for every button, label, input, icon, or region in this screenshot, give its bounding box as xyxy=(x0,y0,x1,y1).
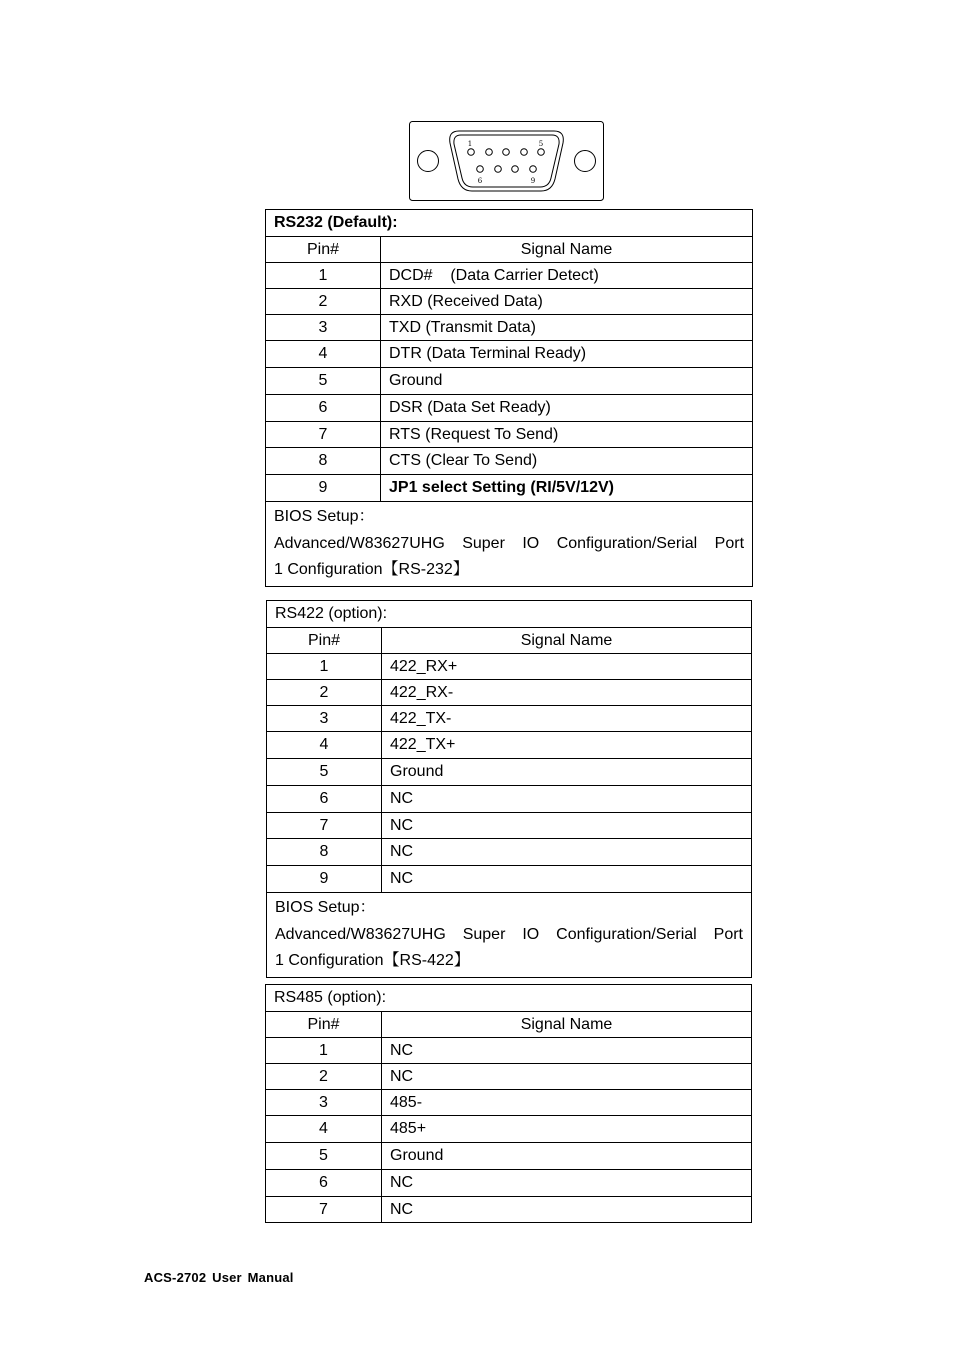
bios-setup-path: Advanced/W83627UHG Super IO Configuration/Serial Port xyxy=(275,925,743,943)
pin-row-top xyxy=(468,149,545,156)
pin-number: 1 xyxy=(266,263,381,289)
signal-name: 485- xyxy=(382,1090,752,1116)
table-row xyxy=(267,680,752,706)
pin-number: 9 xyxy=(267,866,382,893)
pin-number: 3 xyxy=(266,1090,382,1116)
bios-setup-path-end: 1 Configuration【RS-422】 xyxy=(275,952,470,969)
table-row xyxy=(266,1090,752,1116)
pin-number: 5 xyxy=(266,1143,382,1170)
right-mounting-hole xyxy=(575,151,596,172)
table-row xyxy=(266,1170,752,1197)
table-title: RS422 (option): xyxy=(267,601,752,628)
signal-name: NC xyxy=(382,813,752,839)
signal-name: DTR (Data Terminal Ready) xyxy=(381,341,753,368)
table-title: RS485 (option): xyxy=(266,985,752,1012)
table-row xyxy=(266,289,753,315)
pin-hole-8 xyxy=(512,166,519,173)
signal-name: NC xyxy=(382,1170,752,1197)
table-row xyxy=(266,395,753,422)
pin-number: 2 xyxy=(266,289,381,315)
pin-row-bottom xyxy=(477,166,537,173)
signal-name: Ground xyxy=(382,1143,752,1170)
signal-name: NC xyxy=(382,1038,752,1064)
pin-number: 7 xyxy=(267,813,382,839)
left-mounting-hole xyxy=(418,151,439,172)
bios-setup-label: BIOS Setup： xyxy=(274,508,375,525)
pin-number: 5 xyxy=(266,368,381,395)
pin-number: 6 xyxy=(266,395,381,422)
table-row xyxy=(266,1064,752,1090)
signal-name: 485+ xyxy=(382,1116,752,1143)
signal-header: Signal Name xyxy=(382,628,752,654)
pin-header: Pin# xyxy=(267,628,382,654)
pin-header: Pin# xyxy=(266,237,381,263)
table-row xyxy=(266,1038,752,1064)
pin-label-9: 9 xyxy=(530,177,536,185)
signal-name: CTS (Clear To Send) xyxy=(381,448,753,475)
table-row xyxy=(267,786,752,813)
pin-hole-2 xyxy=(486,149,493,156)
signal-name: TXD (Transmit Data) xyxy=(381,315,753,341)
table-row xyxy=(267,839,752,866)
signal-name: 422_RX+ xyxy=(382,654,752,680)
pin-label-1: 1 xyxy=(467,140,473,148)
table-row xyxy=(267,866,752,893)
pin-number: 9 xyxy=(266,475,381,502)
pin-label-5: 5 xyxy=(538,140,544,148)
pin-number: 4 xyxy=(266,1116,382,1143)
table-row xyxy=(267,732,752,759)
pin-number: 2 xyxy=(267,680,382,706)
signal-name: 422_RX- xyxy=(382,680,752,706)
pin-number: 3 xyxy=(267,706,382,732)
table-row xyxy=(267,706,752,732)
table-row xyxy=(266,1116,752,1143)
bios-setup-path: Advanced/W83627UHG Super IO Configuration/Serial Port xyxy=(274,534,745,552)
table-row xyxy=(266,341,753,368)
signal-name: JP1 select Setting (RI/5V/12V) xyxy=(381,475,753,502)
bios-setup-note xyxy=(266,502,753,587)
table-row xyxy=(266,422,753,448)
pin-hole-7 xyxy=(495,166,502,173)
pin-header: Pin# xyxy=(266,1012,382,1038)
pin-number: 3 xyxy=(266,315,381,341)
pin-number: 7 xyxy=(266,422,381,448)
pin-hole-4 xyxy=(521,149,528,156)
rs422-pin-table xyxy=(266,600,752,978)
d-sub-outer-outline xyxy=(450,131,564,191)
pin-number: 1 xyxy=(267,654,382,680)
table-row xyxy=(266,1143,752,1170)
pin-number: 8 xyxy=(267,839,382,866)
pin-hole-1 xyxy=(468,149,475,156)
pin-hole-9 xyxy=(530,166,537,173)
signal-name: NC xyxy=(382,1197,752,1223)
rs485-pin-table xyxy=(265,984,752,1223)
signal-name: NC xyxy=(382,839,752,866)
signal-name: Ground xyxy=(382,759,752,786)
pin-hole-5 xyxy=(538,149,545,156)
pin-number: 6 xyxy=(266,1170,382,1197)
table-row xyxy=(266,368,753,395)
pin-number: 1 xyxy=(266,1038,382,1064)
signal-name: DSR (Data Set Ready) xyxy=(381,395,753,422)
signal-name: NC xyxy=(382,1064,752,1090)
page-footer: ACS-2702 User Manual xyxy=(144,1270,294,1285)
db9-connector-diagram xyxy=(409,121,604,201)
pin-number: 8 xyxy=(266,448,381,475)
table-row xyxy=(267,654,752,680)
signal-name: DCD# (Data Carrier Detect) xyxy=(381,263,753,289)
pin-number: 4 xyxy=(267,732,382,759)
signal-name: NC xyxy=(382,866,752,893)
bios-setup-label: BIOS Setup： xyxy=(275,899,376,916)
pin-label-6: 6 xyxy=(477,177,483,185)
bios-setup-path-end: 1 Configuration【RS-232】 xyxy=(274,561,469,578)
signal-header: Signal Name xyxy=(381,237,753,263)
signal-header: Signal Name xyxy=(382,1012,752,1038)
pin-number: 2 xyxy=(266,1064,382,1090)
table-row xyxy=(266,448,753,475)
pin-number: 6 xyxy=(267,786,382,813)
table-row xyxy=(266,475,753,502)
table-row xyxy=(266,1197,752,1223)
table-title: RS232 (Default): xyxy=(266,210,753,237)
pin-number: 7 xyxy=(266,1197,382,1223)
table-row xyxy=(267,759,752,786)
pin-hole-3 xyxy=(503,149,510,156)
pin-number: 4 xyxy=(266,341,381,368)
signal-name: 422_TX- xyxy=(382,706,752,732)
signal-name: 422_TX+ xyxy=(382,732,752,759)
signal-name: Ground xyxy=(381,368,753,395)
signal-name: RXD (Received Data) xyxy=(381,289,753,315)
table-row xyxy=(266,315,753,341)
table-row xyxy=(267,813,752,839)
signal-name: RTS (Request To Send) xyxy=(381,422,753,448)
table-row xyxy=(266,263,753,289)
pin-number: 5 xyxy=(267,759,382,786)
pin-hole-6 xyxy=(477,166,484,173)
signal-name: NC xyxy=(382,786,752,813)
bios-setup-note xyxy=(267,893,752,978)
rs232-pin-table xyxy=(265,209,753,587)
